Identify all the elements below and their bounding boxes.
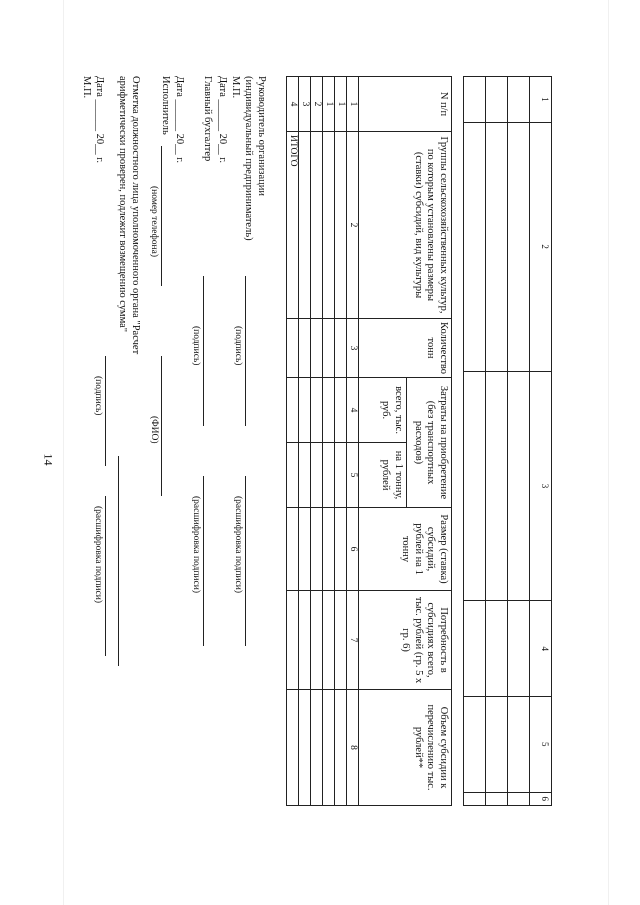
row-label-total: ИТОГО bbox=[287, 132, 299, 319]
authority-note-line1: Отметка должностного лица уполномоченного органа "Расчет bbox=[130, 76, 141, 355]
row-number: 1 bbox=[335, 77, 347, 132]
header-npp: N п/п bbox=[359, 77, 452, 132]
table-header-row bbox=[530, 77, 552, 806]
header-rate: Размер (ставка) субсидий, рублей на 1 тонну bbox=[359, 508, 452, 591]
signature-line bbox=[105, 356, 106, 466]
column-number: 5 bbox=[530, 696, 552, 792]
header-costs: Затраты на приобретение (без транспортных расходов) bbox=[407, 378, 452, 508]
header-volume: Объем субсидии к перечислению тыс. рублей** bbox=[359, 690, 452, 806]
column-number: 1 bbox=[530, 77, 552, 123]
signature-line bbox=[203, 276, 204, 426]
column-number: 6 bbox=[347, 508, 359, 591]
column-number: 6 bbox=[530, 792, 552, 806]
row-number: 1 bbox=[323, 77, 335, 132]
column-number: 2 bbox=[530, 122, 552, 371]
chief-accountant-label: Главный бухгалтер bbox=[202, 76, 213, 162]
column-number: 1 bbox=[347, 77, 359, 132]
column-number: 4 bbox=[530, 601, 552, 697]
signature-caption: (подпись) bbox=[233, 326, 243, 366]
column-number: 3 bbox=[347, 319, 359, 378]
table-header-row bbox=[407, 77, 452, 806]
entrepreneur-label: (индивидуальный предприниматель) bbox=[243, 76, 254, 241]
column-number: 5 bbox=[347, 443, 359, 508]
row-label bbox=[299, 132, 311, 319]
row-number: 4 bbox=[287, 77, 299, 132]
header-crop-groups: Группы сельскохозяйственных культур, по которым установлены размеры (ставки) субсидий, вид культуры bbox=[359, 132, 452, 319]
fio-caption: (ФИО) bbox=[149, 416, 159, 444]
scan-artifact-line bbox=[63, 0, 64, 905]
table-row bbox=[311, 77, 323, 806]
table-row-total bbox=[287, 77, 299, 806]
stamp-place-label: М.П. bbox=[81, 76, 92, 99]
table-row bbox=[299, 77, 311, 806]
stamp-place-label: М.П. bbox=[230, 76, 241, 99]
header-costs-per-ton: на 1 тонну, рублей bbox=[359, 443, 407, 508]
table-row bbox=[508, 77, 530, 806]
fio-line bbox=[161, 356, 162, 496]
column-numbers-row bbox=[347, 77, 359, 806]
subsidy-calculation-table bbox=[286, 76, 452, 806]
row-label bbox=[311, 132, 323, 319]
phone-caption: (номер телефона) bbox=[149, 186, 159, 257]
column-number: 3 bbox=[530, 371, 552, 601]
table-row bbox=[335, 77, 347, 806]
table-row bbox=[486, 77, 508, 806]
table-row bbox=[464, 77, 486, 806]
column-number: 8 bbox=[347, 690, 359, 806]
authority-note-line2: арифметически проверен, подлежит возмещению сумма" bbox=[117, 76, 128, 333]
phone-line bbox=[161, 146, 162, 286]
head-of-organization-label: Руководитель организации bbox=[256, 76, 267, 196]
column-number: 4 bbox=[347, 378, 359, 443]
column-number: 7 bbox=[347, 591, 359, 690]
scan-artifact-line bbox=[608, 0, 609, 905]
row-label bbox=[323, 132, 335, 319]
upper-table bbox=[463, 76, 552, 806]
signature-line bbox=[245, 276, 246, 426]
sum-line bbox=[118, 456, 119, 666]
decoding-line bbox=[203, 476, 204, 646]
signature-caption: (подпись) bbox=[191, 326, 201, 366]
decoding-caption: (расшифровка подписи) bbox=[233, 496, 243, 593]
date-label: Дата ______ 20__ г. bbox=[174, 76, 185, 164]
rotated-page-content bbox=[80, 16, 600, 896]
row-number: 2 bbox=[311, 77, 323, 132]
row-label bbox=[335, 132, 347, 319]
row-number: 3 bbox=[299, 77, 311, 132]
decoding-caption: (расшифровка подписи) bbox=[191, 496, 201, 593]
decoding-caption: (расшифровка подписи) bbox=[93, 506, 103, 603]
executor-label: Исполнитель bbox=[160, 76, 171, 135]
header-costs-total: всего, тыс. руб. bbox=[359, 378, 407, 443]
column-number: 2 bbox=[347, 132, 359, 319]
header-need: Потребность в субсидиях всего, тыс. рублей (гр. 5 х гр. 6) bbox=[359, 591, 452, 690]
decoding-line bbox=[105, 496, 106, 656]
page-number: 14 bbox=[41, 453, 56, 466]
date-label: Дата ______ 20__ г. bbox=[94, 76, 105, 164]
signature-block bbox=[78, 76, 268, 856]
header-quantity: Количество тонн bbox=[359, 319, 452, 378]
signature-caption: (подпись) bbox=[93, 376, 103, 416]
date-label: Дата ______ 20__ г. bbox=[217, 76, 228, 164]
table-row bbox=[323, 77, 335, 806]
decoding-line bbox=[245, 476, 246, 646]
